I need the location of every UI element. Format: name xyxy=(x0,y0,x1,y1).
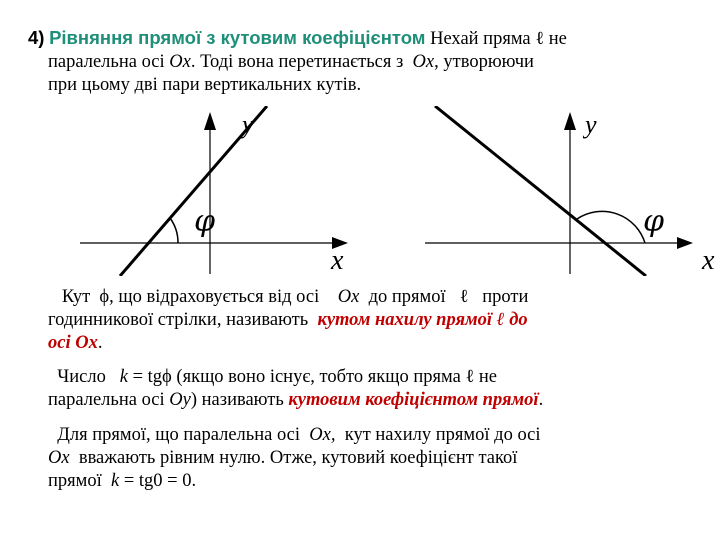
section-title: Рівняння прямої з кутовим коефіцієнтом xyxy=(49,27,426,48)
term-slope: кутовим коефіцієнтом прямої xyxy=(288,390,539,410)
y-axis-arrow xyxy=(564,112,576,130)
intro-line-1 xyxy=(28,26,694,51)
x-axis-label: x xyxy=(331,245,344,276)
p2-line-3: осі Ox. xyxy=(48,333,103,353)
term-angle-of-inclination: кутом нахилу прямої ℓ до xyxy=(317,310,528,330)
intro-line-3: при цьому дві пари вертикальних кутів. xyxy=(48,75,362,95)
angle-arc xyxy=(170,218,178,243)
angle-label: φ xyxy=(194,204,216,239)
y-axis-label: y xyxy=(242,110,254,139)
x-axis-label: x xyxy=(702,245,715,276)
slope-definition-paragraph xyxy=(48,366,694,412)
intro-paragraph xyxy=(28,26,694,97)
p2-line-1: Кут ϕ, що відраховується від осі Ox до прямої ℓ проти xyxy=(61,287,529,307)
p3-line-2: паралельна осі Oy) називають кутовим коефіцієнтом прямої. xyxy=(48,390,544,410)
horizontal-line-paragraph xyxy=(48,424,694,493)
diagram-positive-slope xyxy=(70,106,370,276)
angle-definition-paragraph xyxy=(48,286,694,355)
intro-text-1: Нехай пряма ℓ не xyxy=(430,29,567,49)
intro-line-2: паралельна осі Ox. Тоді вона перетинається з Ox, утворюючи xyxy=(48,52,534,72)
p3-line-1: Число k = tgϕ (якщо воно існує, тобто якщо пряма ℓ не xyxy=(57,367,498,387)
y-axis-label: y xyxy=(585,110,597,139)
line-l xyxy=(435,106,646,276)
angle-label: φ xyxy=(643,204,665,239)
diagram-negative-slope xyxy=(415,106,720,276)
x-axis-arrow xyxy=(677,237,693,249)
y-axis-arrow xyxy=(204,112,216,130)
p4-line-1: Для прямої, що паралельна осі Ox, кут нахилу прямої до осі xyxy=(57,425,541,445)
p4-line-2: Ox вважають рівним нулю. Отже, кутовий коефіцієнт такої xyxy=(48,448,518,468)
p2-line-2: годинникової стрілки, називають кутом нахилу прямої ℓ до xyxy=(48,310,528,330)
p4-line-3: прямої k = tg0 = 0. xyxy=(48,471,197,491)
section-number: 4) xyxy=(28,27,45,48)
